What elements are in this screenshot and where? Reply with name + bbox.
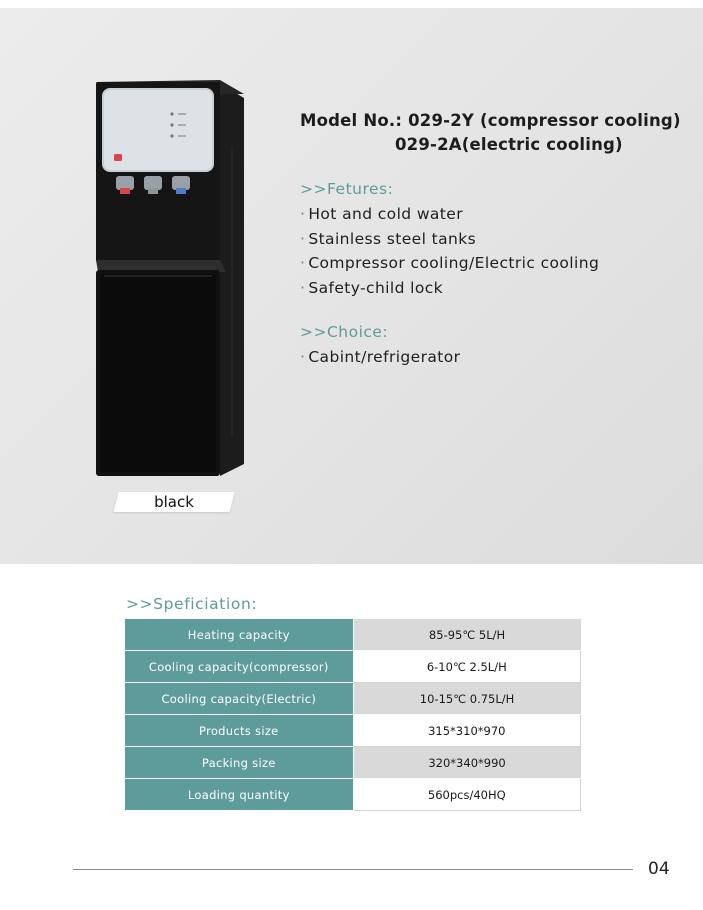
water-dispenser-image xyxy=(94,76,250,488)
spec-key: Cooling capacity(Electric) xyxy=(125,683,353,715)
table-row xyxy=(125,747,581,779)
spec-value: 85-95℃ 5L/H xyxy=(353,619,580,651)
bullet-icon: · xyxy=(300,278,306,297)
spec-key: Packing size xyxy=(125,747,353,779)
bullet-icon: · xyxy=(300,229,306,248)
specification-table xyxy=(125,619,581,811)
water-tap-icon xyxy=(116,176,190,194)
water-dispenser-drawing xyxy=(94,76,250,488)
footer-divider xyxy=(73,869,633,870)
feature-item: · Compressor cooling/Electric cooling xyxy=(300,254,600,272)
spec-value: 6-10℃ 2.5L/H xyxy=(353,651,580,683)
table-row xyxy=(125,651,581,683)
features-list xyxy=(300,204,599,302)
spec-key: Loading quantity xyxy=(125,779,353,811)
specification-heading: >>Speficiation: xyxy=(126,595,258,613)
features-heading: >>Fetures: xyxy=(300,180,394,198)
table-row xyxy=(125,619,581,651)
feature-item: · Stainless steel tanks xyxy=(300,229,477,248)
table-row xyxy=(125,683,581,715)
page-number: 04 xyxy=(648,859,670,879)
spec-value: 320*340*990 xyxy=(353,747,580,779)
spec-value: 10-15℃ 0.75L/H xyxy=(353,683,580,715)
spec-key: Products size xyxy=(125,715,353,747)
spec-key: Heating capacity xyxy=(125,619,353,651)
table-row xyxy=(125,779,581,811)
hot-water-indicator-icon xyxy=(114,154,122,161)
bullet-icon: · xyxy=(300,254,306,272)
choice-item: · Cabint/refrigerator xyxy=(300,348,461,366)
spec-value: 315*310*970 xyxy=(353,715,580,747)
spec-value: 560pcs/40HQ xyxy=(353,779,580,811)
bullet-icon: · xyxy=(300,348,306,366)
table-row xyxy=(125,715,581,747)
spec-key: Cooling capacity(compressor) xyxy=(125,651,353,683)
feature-item: · Safety-child lock xyxy=(300,278,444,297)
model-number-line-1: Model No.: 029-2Y (compressor cooling) xyxy=(300,111,681,130)
model-number-line-2: 029-2A(electric cooling) xyxy=(395,135,623,154)
feature-item: · Hot and cold water xyxy=(300,205,463,223)
color-label: black xyxy=(154,493,194,511)
bullet-icon: · xyxy=(300,205,306,223)
choice-heading: >>Choice: xyxy=(300,323,389,341)
